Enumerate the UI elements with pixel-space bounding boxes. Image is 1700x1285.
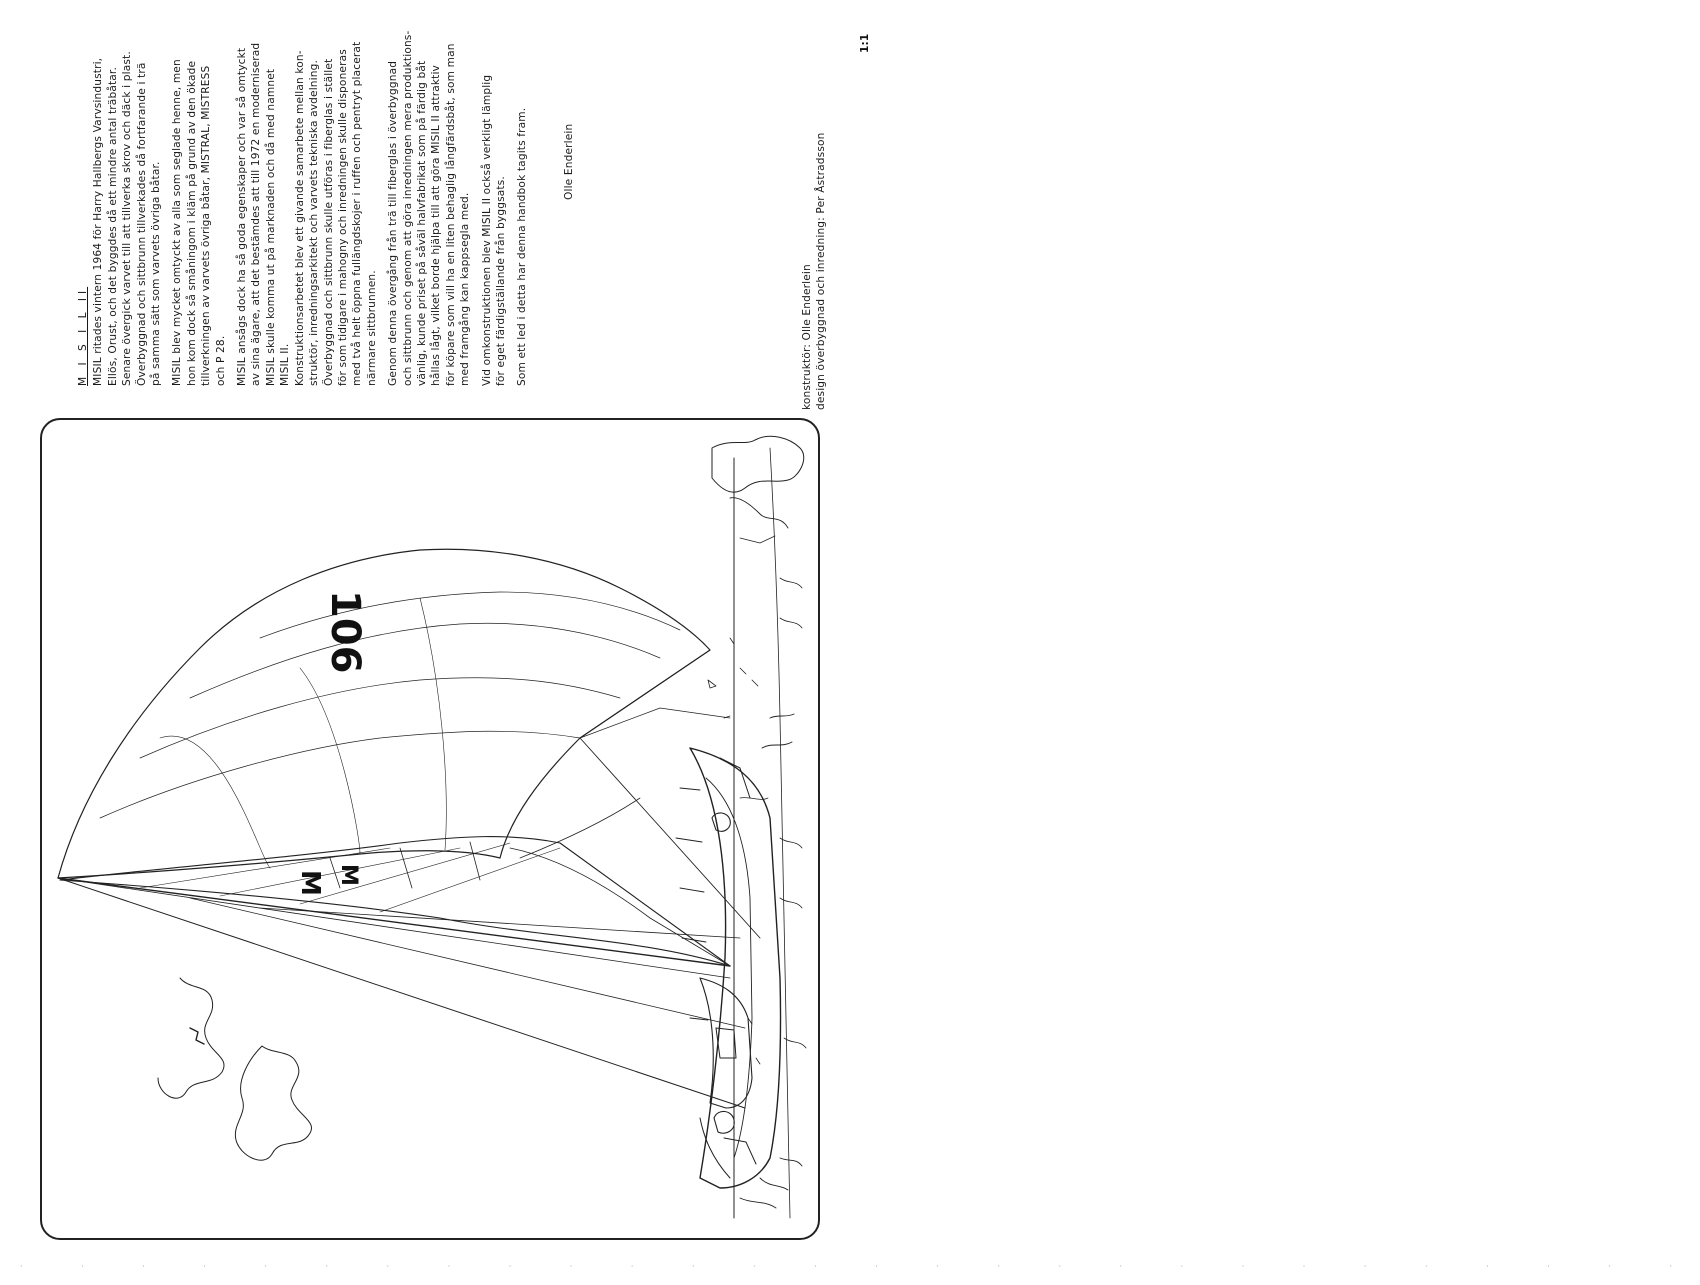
credit-line-designer: konstruktör: Olle Enderlein [801,264,813,410]
article-paragraph [91,26,163,386]
article-line: och P 28. [214,335,227,386]
waves [740,1158,802,1208]
scan-artifacts: · · · · · · · · · · · · · · · · · · · · · · · · · · · · [20,1262,1700,1271]
article-body [76,26,537,386]
page-number [859,18,881,53]
article-line: och sittbrunn och genom att göra inredningen mera produktions- [401,30,414,386]
article-paragraphs [91,26,529,386]
article-paragraph [480,26,509,386]
article-line: närmare sittbrunnen. [365,270,378,386]
article-line: Konstruktionsarbetet blev ett givande samarbete mellan kon- [293,50,306,386]
article-line: Som ett led i detta har denna handbok tagits fram. [516,107,529,386]
mast [58,878,730,966]
article-paragraph [386,26,472,386]
article-line: hållas lågt, vilket borde hjälpa till att göra MISIL II attraktiv [430,65,443,386]
article-line: MISIL II. [279,343,292,386]
article-line: struktör, inredningsarkitekt och varvets tekniska avdelning. [308,59,321,386]
article-line: hon kom dock så småningom i kläm på grund av den ökade [185,60,198,386]
signature: Olle Enderlein [563,123,575,200]
spinnaker [58,549,710,878]
article-line: MISIL skulle komma ut på marknaden och då med namnet [264,68,277,386]
article-paragraph [515,26,529,386]
mainsail [60,837,730,966]
hull [690,748,781,1188]
page-number-text: 1:1 [859,33,871,53]
article-line: tillverkningen av varvets övriga båtar, MISTRAL, MISTRESS [200,65,213,386]
article-line: Genom denna övergång från trä till fiberglas i överbyggnad [387,60,400,386]
article-line: vänlig, kunde priset på såväl halvfabrikat som på färdig båt [415,60,428,386]
credit-line-interior: design överbyggnad och inredning: Per Åstradsson [815,132,827,410]
article-line: för köpare som vill ha en liten behaglig långfärdsbåt, som man [444,43,457,386]
article-line: Senare övergick varvet till att tillverka skrov och däck i plast. [121,51,134,386]
article-line: på samma sätt som varvets övriga båtar. [150,161,163,386]
cabin [700,978,752,1108]
article-line: med två helt öppna fullängdskojer i ruffen och pentryt placerat [351,41,364,386]
article-line: Överbyggnad och sittbrunn tillverkades då fortfarande i trä [135,62,148,386]
article-line: MISIL blev mycket omtyckt av alla som seglade henne, men [171,59,184,386]
article-line: Överbyggnad och sittbrunn skulle utföras i fiberglas i stället [322,58,335,386]
sail-number-group [322,590,368,674]
article-paragraph [235,26,379,386]
article-line: av sina ägare, att det bestämdes att till 1972 en moderniserad [250,42,263,386]
article-line: MISIL ansågs dock ha så goda egenskaper och var så omtyckt [236,47,249,386]
credits [800,133,828,411]
sailboat-illustration [40,418,820,1240]
article-line: MISIL ritades vintern 1964 för Harry Hallbergs Varvsindustri, [92,57,105,386]
distant-rocks [712,436,804,492]
article-heading: M I S I L II [77,286,89,386]
article-line: Vid omkonstruktionen blev MISIL II också verkligt lämplig [480,74,493,386]
article-line: för som tidigare i mahogny och inredningen skulle disponeras [336,49,349,386]
sail-insignia-spinnaker: M [336,864,361,886]
sail-number: 106 [322,590,368,674]
article-line: med framgång kan kappsegla med. [459,192,472,386]
article-line: för eget färdigställande från byggsats. [494,176,507,386]
cloud [235,1046,311,1160]
article-line: Ellös, Orust, och det byggdes då ett mindre antal träbåtar. [106,67,119,386]
article-paragraph [170,26,228,386]
sail-insignia-main: M [295,870,325,896]
